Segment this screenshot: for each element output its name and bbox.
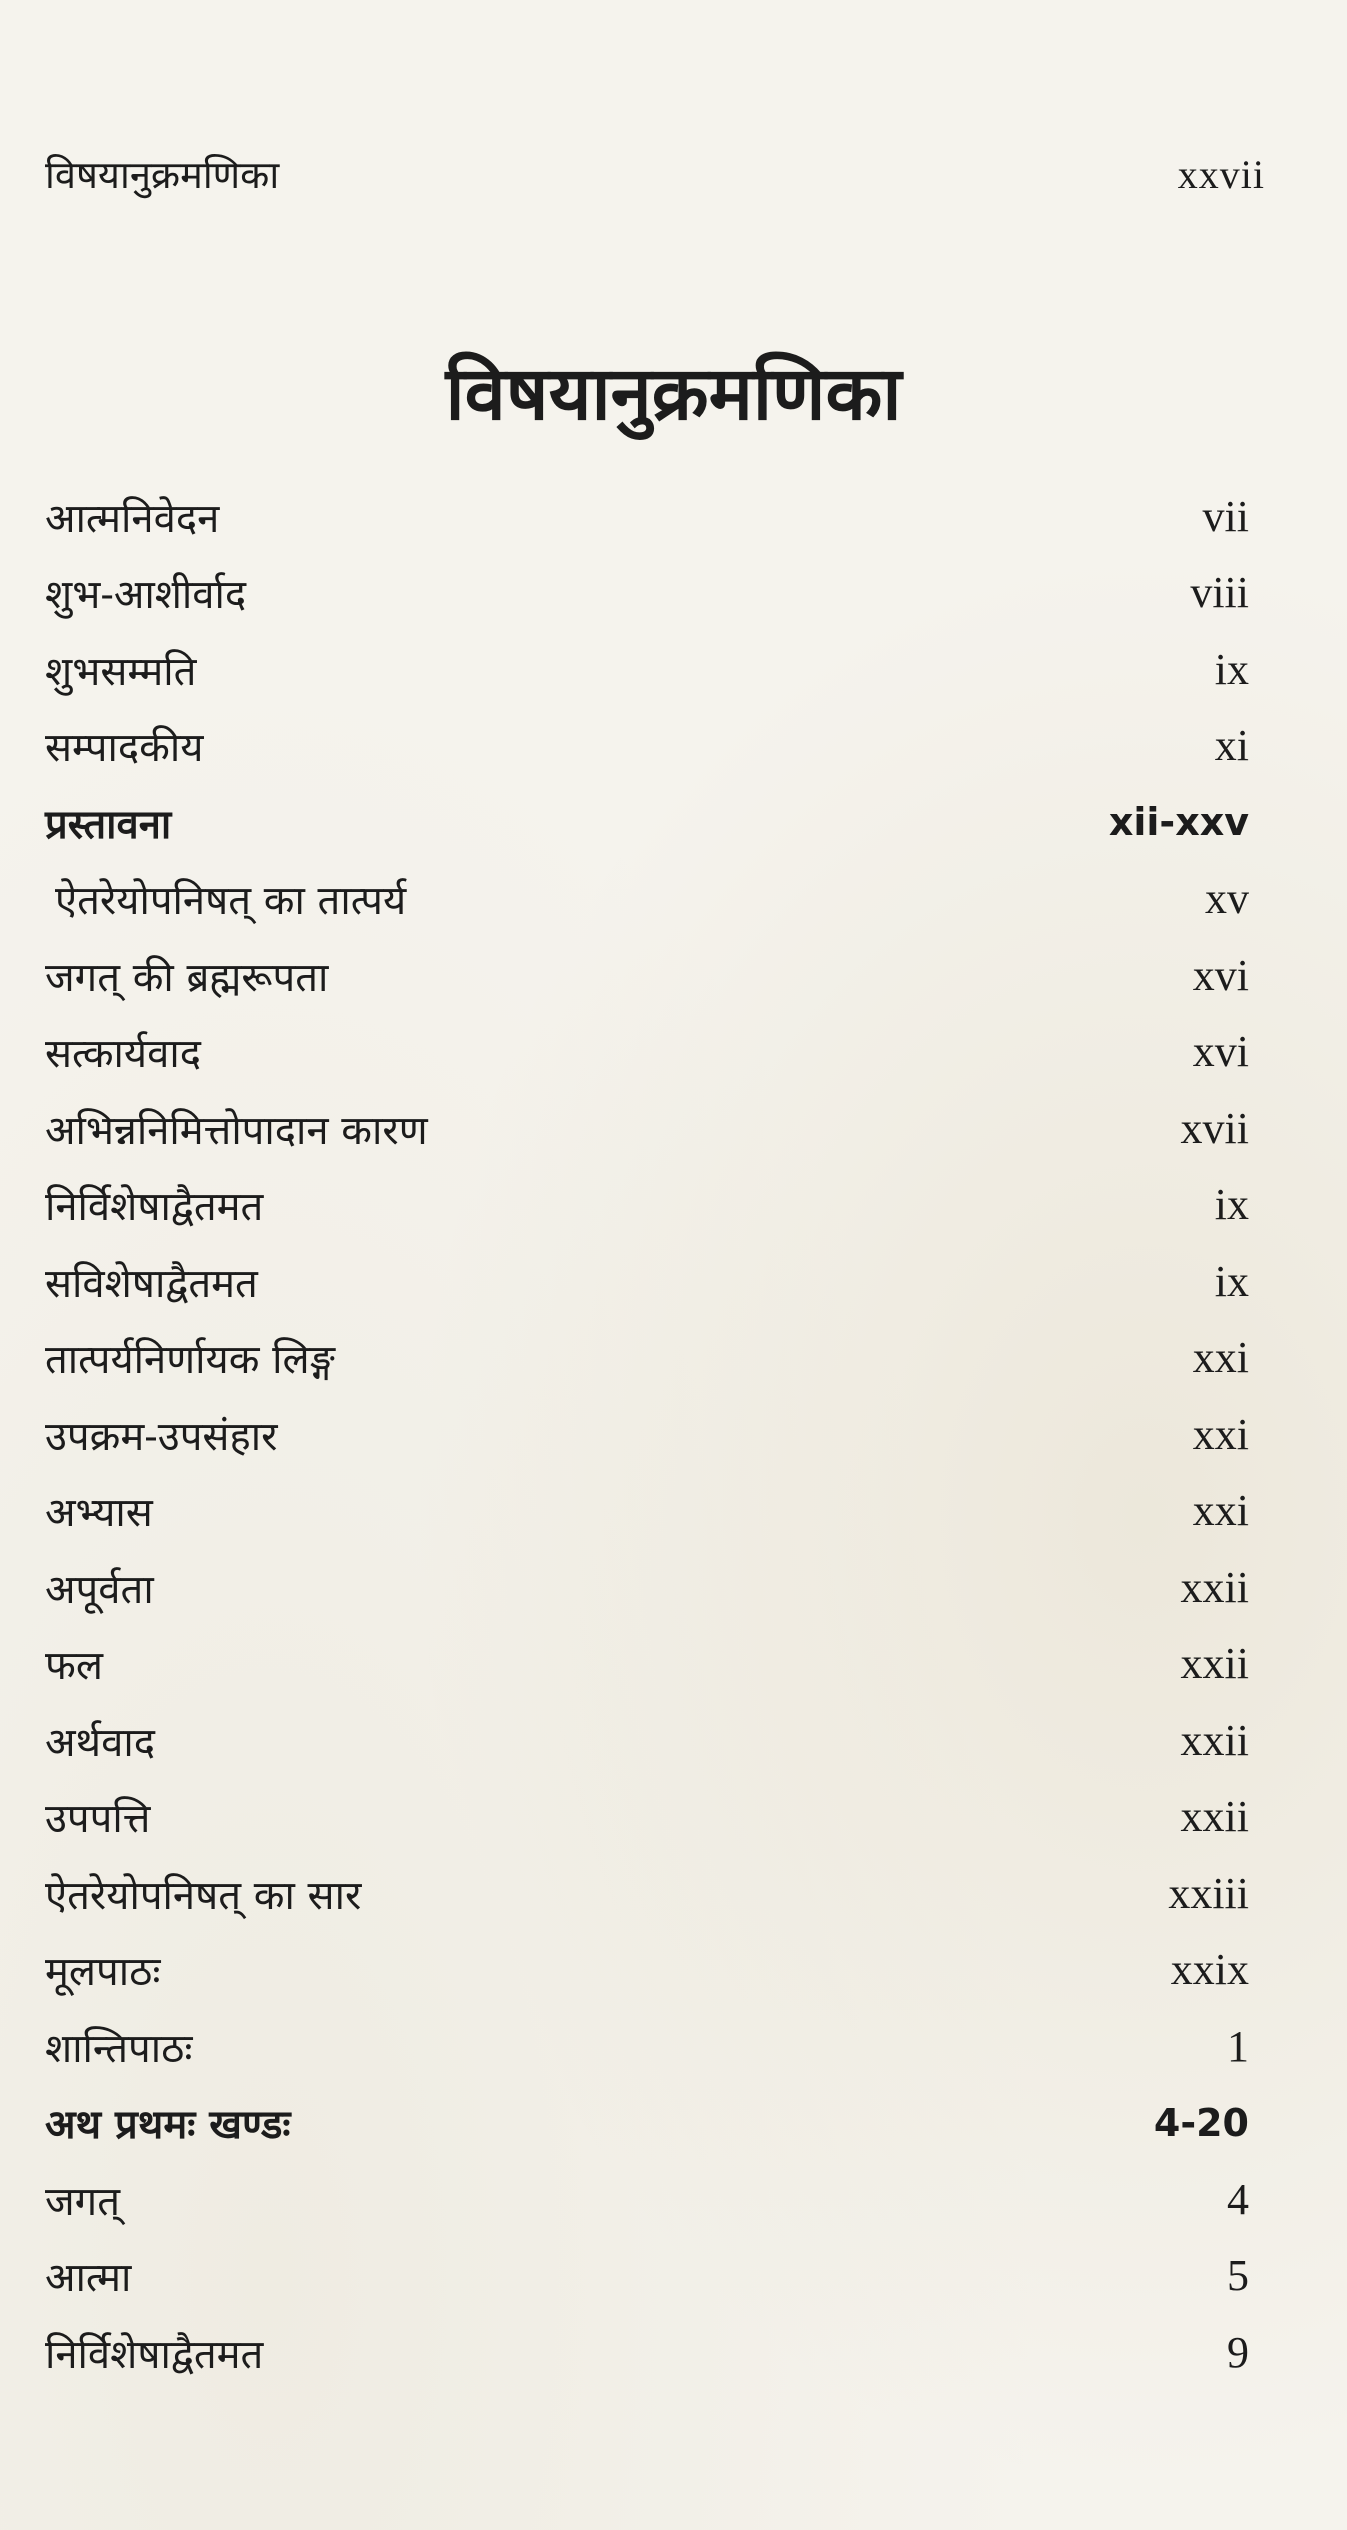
toc-entry-label: निर्विशेषाद्वैतमत (45, 2331, 264, 2378)
toc-entry-page: xvi (1192, 950, 1249, 1000)
toc-entry (0, 1779, 1347, 1856)
toc-entry-page: vii (1202, 491, 1249, 541)
toc-entry (0, 1473, 1347, 1550)
page-title: विषयानुक्रमणिका (445, 351, 902, 437)
toc-entry-label: अभ्यास (45, 1490, 153, 1537)
toc-entry-label: प्रस्तावना (45, 800, 172, 848)
running-header (45, 148, 1265, 200)
toc-entry (0, 784, 1347, 861)
toc-entry-page: xxiii (1168, 1868, 1249, 1918)
toc-entry (0, 2008, 1347, 2085)
toc-entry-page: xxi (1192, 1409, 1249, 1459)
toc-entry-label: अभिन्ननिमित्तोपादान कारण (45, 1107, 428, 1154)
toc-entry-page: xxi (1192, 1486, 1249, 1536)
toc-entry (0, 1243, 1347, 1320)
toc-entry (0, 1932, 1347, 2009)
toc-entry (0, 2314, 1347, 2391)
toc-entry-label: शुभसम्मति (45, 648, 197, 695)
toc-entry-label: शुभ-आशीर्वाद (45, 572, 247, 619)
toc-entry (0, 1396, 1347, 1473)
toc-entry-page: xvii (1180, 1103, 1249, 1153)
toc-entry (0, 2238, 1347, 2315)
toc-entry-label: ऐतरेयोपनिषत् का सार (45, 1872, 362, 1919)
toc-entry (0, 2085, 1347, 2162)
toc-entry-label: जगत् (45, 2178, 120, 2225)
toc-entry (0, 1167, 1347, 1244)
toc-entry-label: तात्पर्यनिर्णायक लिङ्ग (45, 1337, 335, 1384)
toc-entry-page: xvi (1192, 1027, 1249, 1077)
toc-entry-page: xxii (1180, 1639, 1249, 1689)
toc-entry (0, 1320, 1347, 1397)
toc-entry-page: xxi (1192, 1333, 1249, 1383)
toc-entry-label: फल (45, 1643, 103, 1690)
toc-entry (0, 708, 1347, 785)
toc-entry (0, 937, 1347, 1014)
toc-entry (0, 478, 1347, 555)
toc-entry-page: xi (1214, 721, 1249, 771)
toc-entry-page: 9 (1227, 2327, 1249, 2377)
toc-entry-page: xv (1205, 874, 1249, 924)
toc-entry-page: ix (1214, 1180, 1249, 1230)
toc-entry-label: उपपत्ति (45, 1796, 151, 1843)
toc-entry-page: xxix (1170, 1945, 1249, 1995)
toc-entry-label: अथ प्रथमः खण्डः (45, 2101, 291, 2149)
toc-entry-label: ऐतरेयोपनिषत् का तात्पर्य (55, 878, 407, 925)
toc-entry (0, 1090, 1347, 1167)
toc-entry (0, 1014, 1347, 1091)
toc-entry (0, 861, 1347, 938)
toc-entry-page: xxii (1180, 1792, 1249, 1842)
toc-entry-page: ix (1214, 1256, 1249, 1306)
toc-entry-label: जगत् की ब्रह्मरूपता (45, 954, 329, 1001)
toc-entry-label: आत्मनिवेदन (45, 495, 220, 542)
toc-entry-label: अपूर्वता (45, 1566, 154, 1613)
toc-entry-page: xii-xxv (1108, 800, 1249, 845)
table-of-contents (0, 478, 1347, 2391)
toc-entry-page: 4 (1227, 2174, 1249, 2224)
toc-entry-label: सत्कार्यवाद (45, 1031, 201, 1078)
toc-entry-page: 1 (1227, 2021, 1249, 2071)
toc-entry-label: निर्विशेषाद्वैतमत (45, 1184, 264, 1231)
toc-entry-page: 4-20 (1153, 2100, 1249, 2145)
toc-entry (0, 1549, 1347, 1626)
toc-entry-label: मूलपाठः (45, 1949, 161, 1996)
toc-entry (0, 1855, 1347, 1932)
toc-entry-label: सम्पादकीय (45, 725, 204, 772)
running-header-page-number: xxvii (1177, 152, 1265, 197)
toc-entry (0, 555, 1347, 632)
running-header-title: विषयानुक्रमणिका (45, 153, 280, 197)
toc-entry-label: सविशेषाद्वैतमत (45, 1260, 258, 1307)
toc-entry-label: शान्तिपाठः (45, 2025, 193, 2072)
toc-entry-label: उपक्रम-उपसंहार (45, 1413, 278, 1460)
toc-entry-page: 5 (1227, 2251, 1249, 2301)
toc-entry-page: viii (1190, 568, 1249, 618)
toc-entry-page: xxii (1180, 1562, 1249, 1612)
toc-entry-page: xxii (1180, 1715, 1249, 1765)
toc-entry-page: ix (1214, 644, 1249, 694)
toc-entry (0, 1702, 1347, 1779)
toc-entry-label: आत्मा (45, 2255, 132, 2302)
toc-entry-label: अर्थवाद (45, 1719, 155, 1766)
toc-entry (0, 1626, 1347, 1703)
toc-entry (0, 631, 1347, 708)
toc-entry (0, 2161, 1347, 2238)
